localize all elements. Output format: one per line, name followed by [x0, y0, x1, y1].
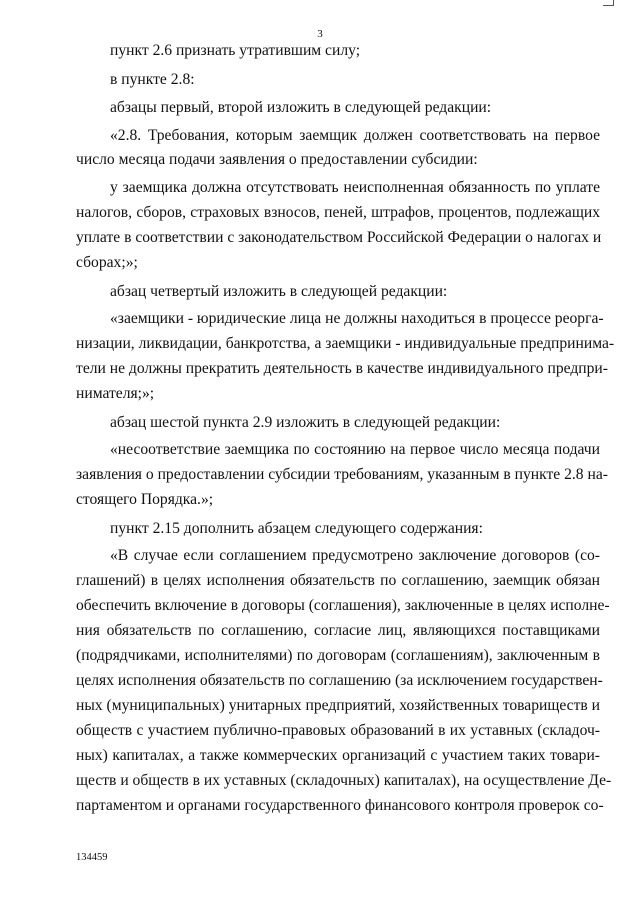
text-line: ных (муниципальных) унитарных предприятий, хозяйственных товариществ и	[76, 697, 600, 714]
text-line: ществ и обществ в их уставных (складочных) капиталах), на осуществление Де-	[76, 772, 612, 789]
text-line: целях исполнения обязательств по соглашению (за исключением государствен-	[76, 672, 603, 689]
text-line: глашений) в целях исполнения обязательств по соглашению, заемщик обязан	[76, 572, 600, 589]
text-line: пункт 2.15 дополнить абзацем следующего содержания:	[110, 520, 483, 537]
text-line: ных) капиталах, а также коммерческих организаций с участием таких товари-	[76, 747, 600, 764]
text-line: абзацы первый, второй изложить в следующей редакции:	[110, 99, 492, 116]
text-line: сборах;»;	[76, 254, 138, 271]
text-line: «несоответствие заемщика по состоянию на первое число месяца подачи	[110, 441, 600, 458]
document-id: 134459	[76, 852, 108, 863]
text-line: число месяца подачи заявления о предоставлении субсидии:	[76, 151, 478, 168]
text-line: пункт 2.6 признать утратившим силу;	[110, 42, 361, 59]
text-line: низации, ликвидации, банкротства, а заемщики - индивидуальные предпринима-	[76, 335, 615, 352]
text-line: партаментом и органами государственного финансового контроля проверок со-	[76, 797, 604, 814]
corner-mark	[603, 0, 614, 6]
text-line: налогов, сборов, страховых взносов, пеней, штрафов, процентов, подлежащих	[76, 204, 600, 221]
text-line: уплате в соответствии с законодательством Российской Федерации о налогах и	[76, 229, 602, 246]
text-line: «В случае если соглашением предусмотрено заключение договоров (со-	[110, 547, 600, 564]
text-line: заявления о предоставлении субсидии требованиям, указанным в пункте 2.8 на-	[76, 466, 608, 483]
text-line: «2.8. Требования, которым заемщик должен соответствовать на первое	[110, 127, 600, 144]
text-line: в пункте 2.8:	[110, 71, 195, 88]
text-line: ния обязательств по соглашению, согласие лиц, являющихся поставщиками	[76, 622, 600, 639]
text-line: тели не должны прекратить деятельность в качестве индивидуального предпри-	[76, 360, 608, 377]
text-line: обществ с участием публично-правовых образований в их уставных (складоч-	[76, 722, 600, 739]
text-line: у заемщика должна отсутствовать неисполненная обязанность по уплате	[110, 179, 600, 196]
page-number: 3	[317, 28, 323, 40]
text-line: «заемщики - юридические лица не должны находиться в процессе реорга-	[110, 310, 604, 327]
text-line: стоящего Порядка.»;	[76, 491, 214, 508]
text-line: обеспечить включение в договоры (соглашения), заключенные в целях исполне-	[76, 597, 610, 614]
text-line: (подрядчиками, исполнителями) по договорам (соглашениям), заключенным в	[76, 647, 600, 664]
text-line: абзац четвертый изложить в следующей редакции:	[110, 283, 448, 300]
text-line: абзац шестой пункта 2.9 изложить в следующей редакции:	[110, 414, 501, 431]
text-line: нимателя;»;	[76, 385, 155, 402]
